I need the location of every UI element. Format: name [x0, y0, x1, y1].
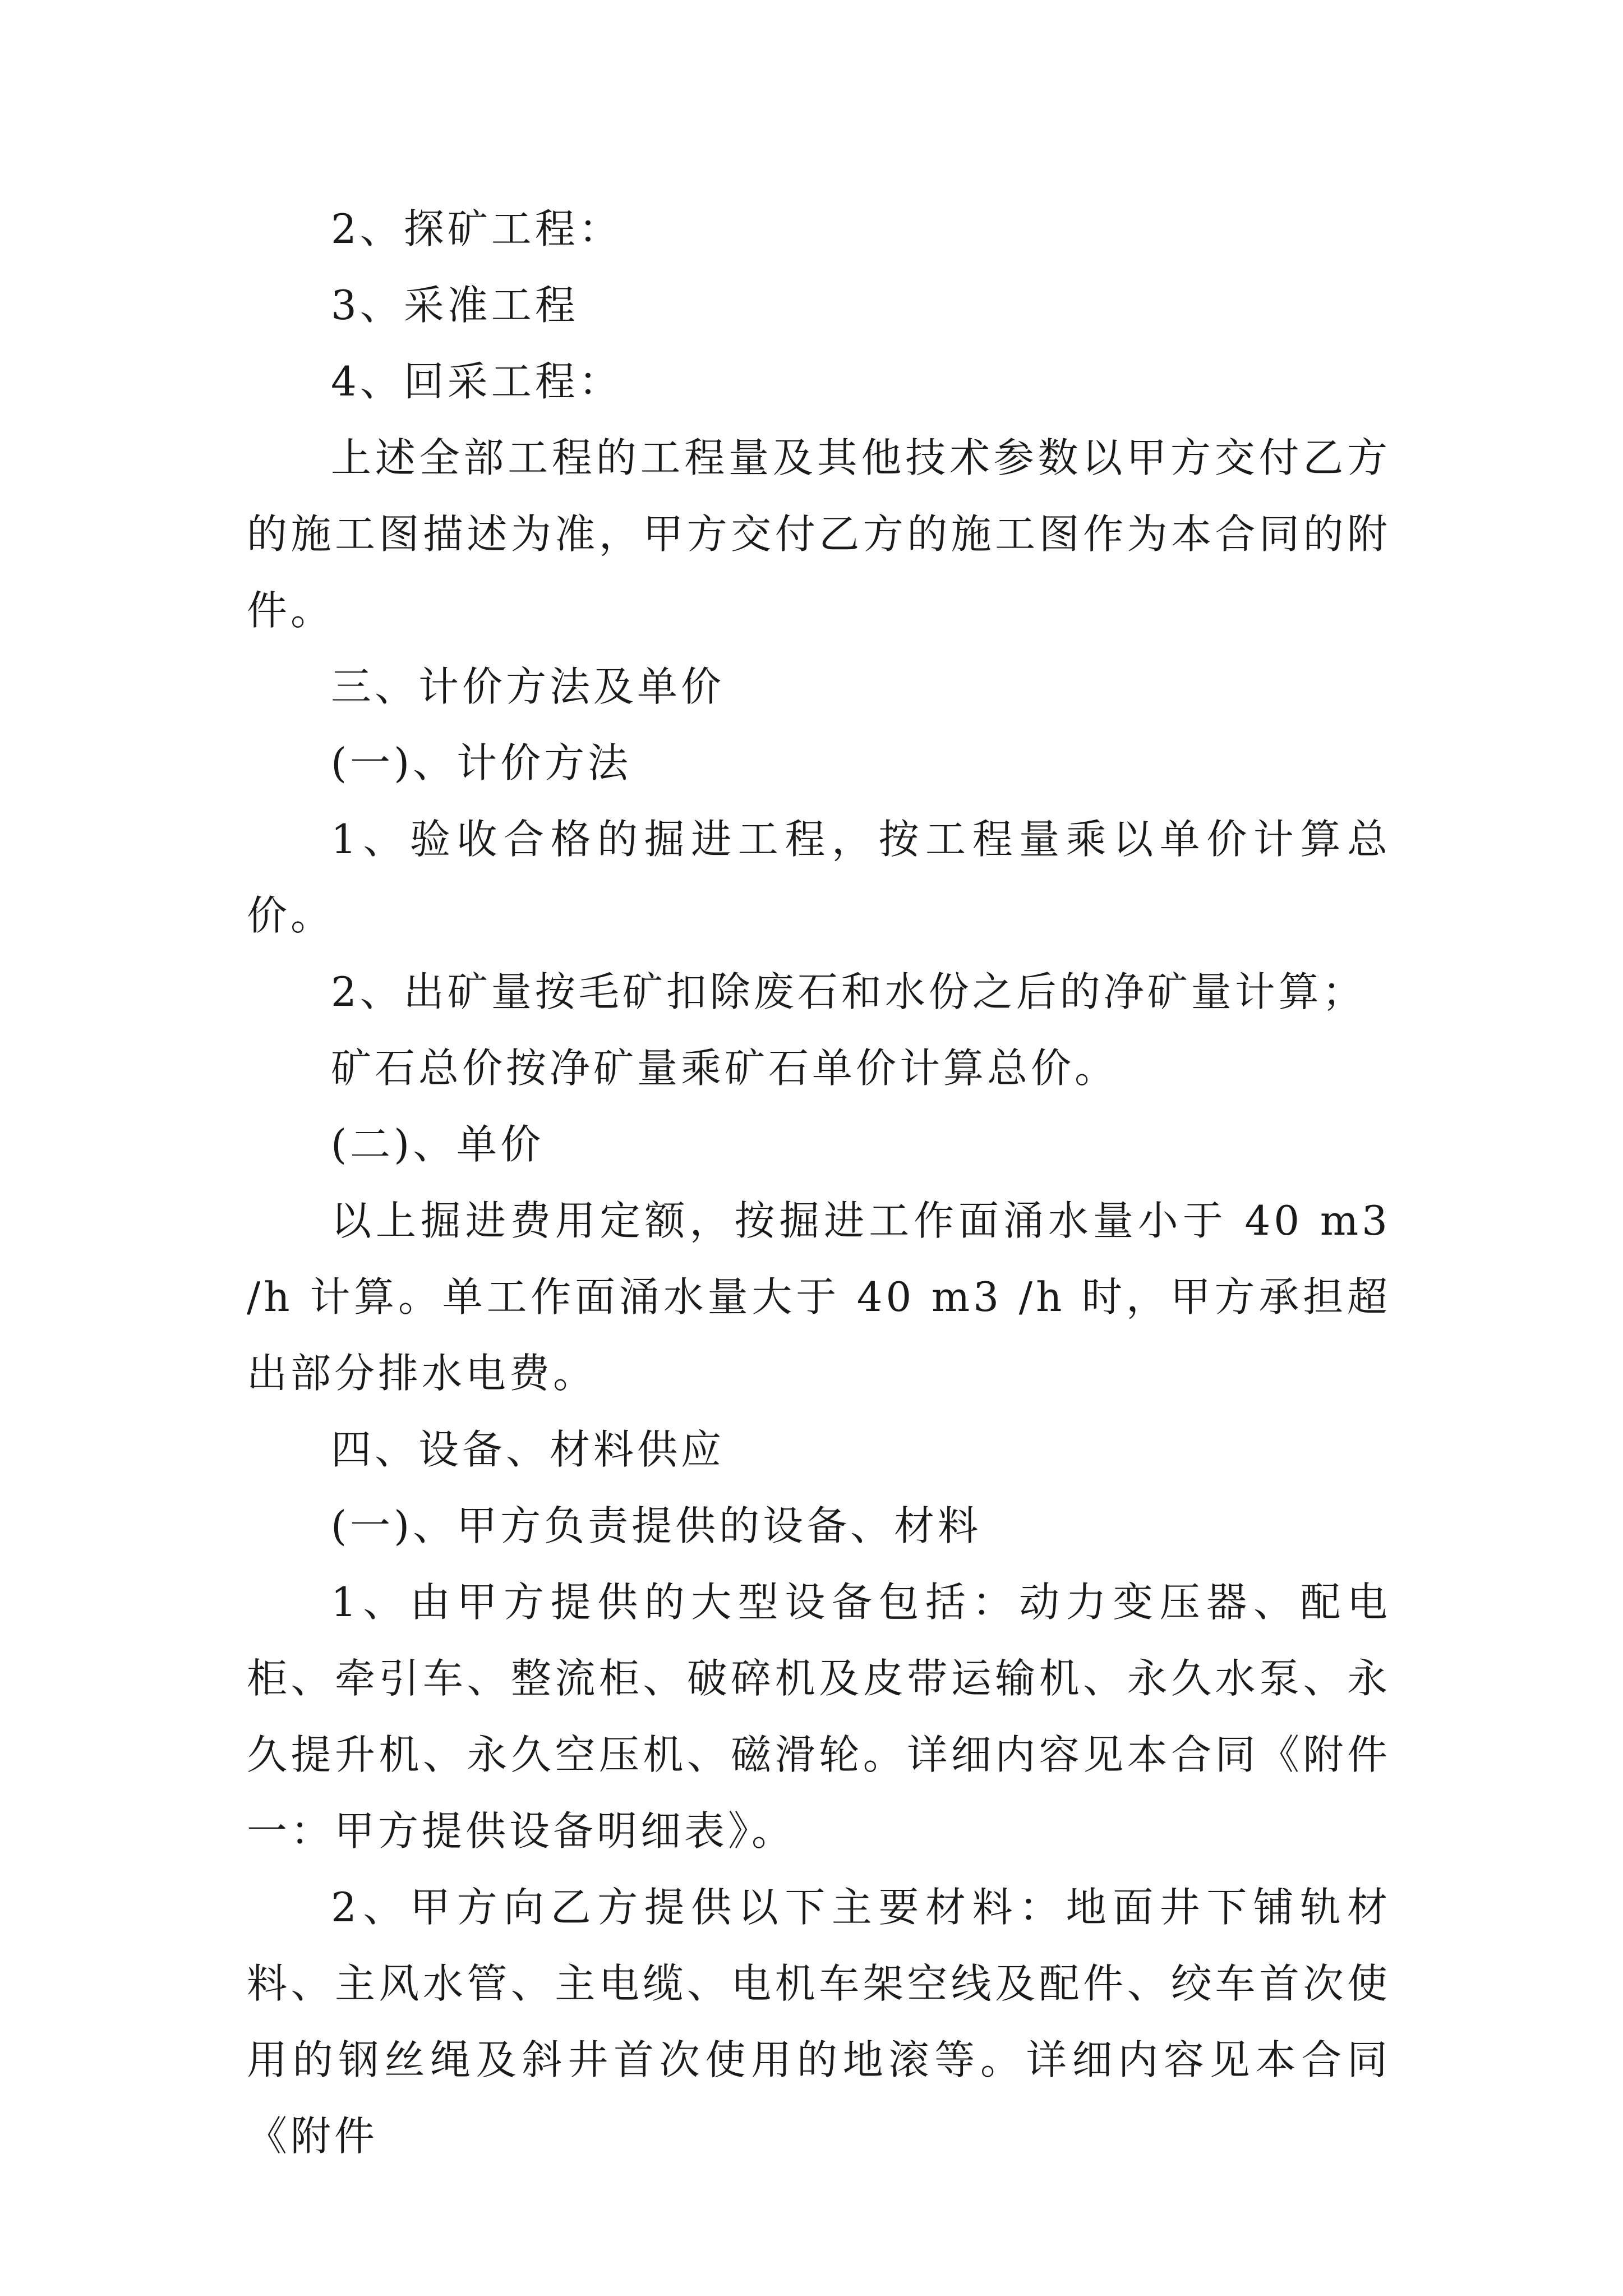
subheading-party-a-supplies: (一)、甲方负责提供的设备、材料	[331, 1502, 982, 1549]
section-heading-pricing: 三、计价方法及单价	[331, 663, 725, 710]
subheading-pricing-method: (一)、计价方法	[331, 739, 632, 786]
subheading-unit-price: (二)、单价	[331, 1121, 545, 1168]
paragraph-development-works: 3、采准工程	[331, 282, 579, 329]
paragraph-exploration-works: 2、探矿工程：	[331, 205, 623, 252]
paragraph-large-equipment: 1、由甲方提供的大型设备包括：动力变压器、配电柜、牵引车、整流柜、破碎机及皮带运输机、永久水泵、永久提升机、永久空压机、磁滑轮。详细内容见本合同《附件一：甲方提供设备明细表》。	[247, 1579, 1391, 1855]
paragraph-construction-drawings: 上述全部工程的工程量及其他技术参数以甲方交付乙方的施工图描述为准，甲方交付乙方的施工图作为本合同的附件。	[247, 434, 1391, 634]
paragraph-main-materials: 2、甲方向乙方提供以下主要材料：地面井下铺轨材料、主风水管、主电缆、电机车架空线及配件、绞车首次使用的钢丝绳及斜井首次使用的地滚等。详细内容见本合同《附件	[247, 1884, 1391, 2160]
document-body	[247, 191, 1391, 2174]
section-heading-equipment-supply: 四、设备、材料供应	[331, 1426, 725, 1473]
paragraph-ore-total-price: 矿石总价按净矿量乘矿石单价计算总价。	[331, 1045, 1119, 1092]
paragraph-stoping-works: 4、回采工程：	[331, 358, 623, 405]
paragraph-ore-output: 2、出矿量按毛矿扣除废石和水份之后的净矿量计算；	[331, 968, 1366, 1015]
paragraph-tunneling-pricing: 1、验收合格的掘进工程，按工程量乘以单价计算总价。	[247, 816, 1391, 939]
paragraph-water-inflow: 以上掘进费用定额，按掘进工作面涌水量小于 40 m3 /h 计算。单工作面涌水量大于 40 m3 /h 时，甲方承担超出部分排水电费。	[247, 1197, 1391, 1397]
